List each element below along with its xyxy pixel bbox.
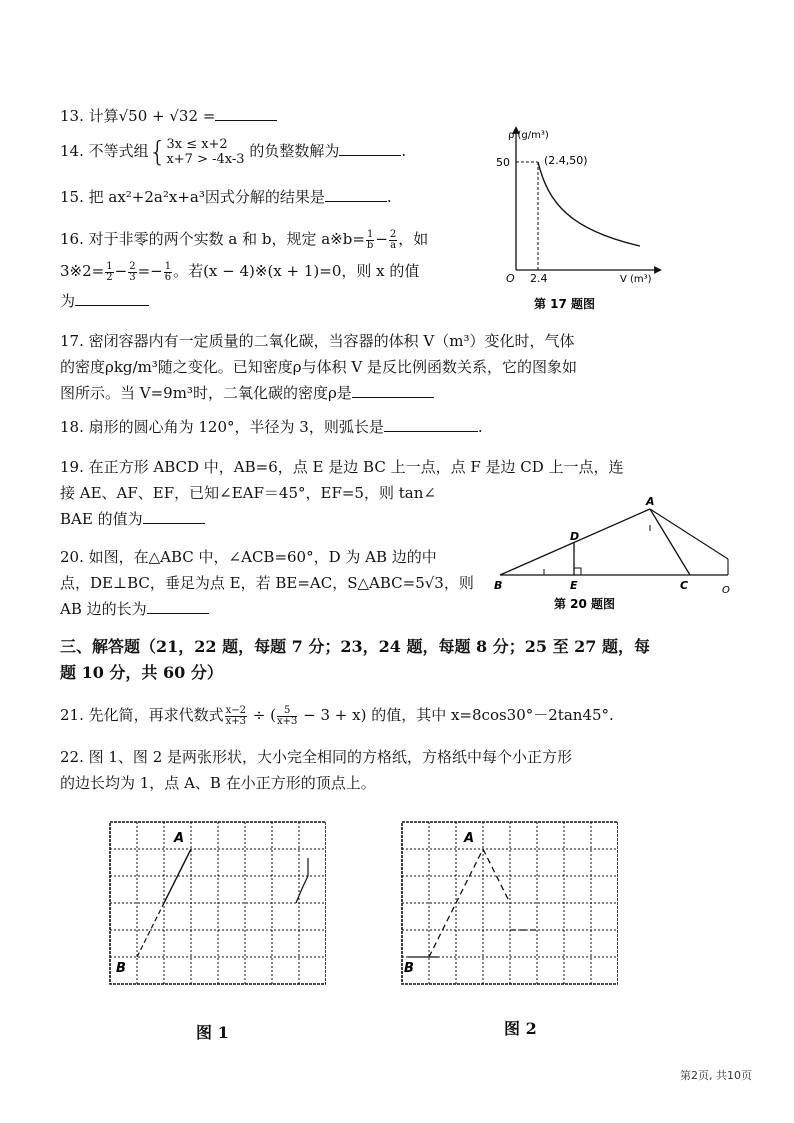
question-13: 13. 计算√50 + √32 = [60, 105, 277, 127]
fraction: $\frac{1}{6}$ [164, 260, 172, 283]
answer-blank [147, 599, 209, 614]
question-17-line2: 的密度ρkg/m³随之变化。已知密度ρ与体积 V 是反比例函数关系，它的图象如 [60, 358, 577, 376]
question-22-line1: 22. 图 1、图 2 是两张形状，大小完全相同的方格纸，方格纸中每个小正方形 [60, 748, 573, 766]
label-O: O [722, 585, 730, 596]
figure-2-caption: 图 2 [504, 1019, 537, 1038]
question-16-line2: 3※2= $\frac{1}{2}$ − $\frac{2}{3}$ =− $\frac{1}{6}$ 。若(x − 4)※(x + 1)=0，则 x 的值 [60, 260, 420, 283]
fraction: $\frac{1}{b}$ [366, 228, 374, 251]
label-B: B [404, 961, 414, 976]
label-A: A [646, 495, 655, 508]
question-14: 14. 不等式组{ 3x ≤ x+2 x+7 > -4x-3 的负整数解为 . [60, 135, 407, 168]
fraction: $\frac{x-2}{x+3}$ [225, 704, 247, 727]
answer-blank [215, 106, 277, 121]
question-21: 21. 先化简，再求代数式 $\frac{x-2}{x+3}$ ÷ ( $\frac{5}{x+3}$ − 3 + x) 的值，其中 x=8cos30°－2tan45°. [60, 704, 614, 727]
y-axis-label: ρ (g/m³) [508, 130, 549, 141]
answer-blank [75, 291, 149, 306]
question-19-line2: 接 AE、AF、EF，已知∠EAF＝45°，EF=5，则 tan∠ [60, 484, 436, 502]
answer-blank [384, 417, 478, 432]
fraction: $\frac{5}{x+3}$ [276, 704, 298, 727]
question-20-line2: 点，DE⊥BC，垂足为点 E，若 BE=AC，S△ABC=5√3，则 [60, 574, 474, 592]
answer-blank [352, 383, 434, 398]
fraction: $\frac{2}{a}$ [389, 228, 397, 251]
label-A: A [174, 831, 185, 846]
figure-caption: 第 20 题图 [554, 597, 616, 611]
question-19-line1: 19. 在正方形 ABCD 中，AB=6，点 E 是边 BC 上一点，点 F 是边 CD 上一点，连 [60, 458, 624, 476]
right-angle-mark [574, 568, 581, 575]
figure-17-graph [490, 118, 670, 318]
question-17-line3: 图所示。当 V=9m³时，二氧化碳的密度ρ是 [60, 382, 434, 404]
inequality-system: 3x ≤ x+2 x+7 > -4x-3 [166, 137, 245, 167]
figure-20-triangle [490, 495, 740, 615]
grid-lines [110, 822, 326, 984]
label-C: C [680, 579, 689, 592]
origin-label: O [506, 272, 515, 285]
question-20-line3: AB 边的长为 [60, 598, 209, 620]
fraction: $\frac{2}{3}$ [129, 260, 136, 283]
figure-1-caption: 图 1 [196, 1023, 229, 1042]
question-16-line3: 为 [60, 290, 149, 312]
question-19-line3: BAE 的值为 [60, 508, 205, 530]
question-15: 15. 把 ax²+2a²x+a³因式分解的结果是 . [60, 188, 392, 206]
sketch-mark [296, 858, 308, 903]
grid-figure-1 [106, 818, 326, 990]
inverse-proportion-curve [538, 162, 640, 246]
question-22-line2: 的边长均为 1，点 A、B 在小正方形的顶点上。 [60, 774, 376, 792]
section-3-heading-line1: 三、解答题（21，22 题，每题 7 分；23，24 题，每题 8 分；25 至 27 题，每 [60, 637, 650, 656]
question-17-line1: 17. 密闭容器内有一定质量的二氧化碳，当容器的体积 V（m³）变化时，气体 [60, 332, 575, 350]
point-label: (2.4,50) [544, 154, 588, 167]
label-B: B [494, 579, 503, 592]
label-A: A [464, 831, 475, 846]
answer-blank [143, 509, 205, 524]
section-3-heading-line2: 题 10 分，共 60 分） [60, 663, 223, 682]
label-D: D [570, 530, 580, 543]
question-20-line1: 20. 如图，在△ABC 中，∠ACB=60°，D 为 AB 边的中 [60, 548, 437, 566]
answer-blank [325, 187, 387, 202]
segment-AC [650, 509, 690, 575]
y-tick-label: 50 [496, 156, 510, 169]
figure-caption: 第 17 题图 [534, 297, 596, 311]
question-18: 18. 扇形的圆心角为 120°，半径为 3，则弧长是 . [60, 418, 483, 436]
page-number: 第2页, 共10页 [680, 1069, 752, 1082]
grid-figure-2 [398, 818, 618, 990]
label-B: B [116, 961, 126, 976]
label-E: E [570, 579, 578, 592]
fraction: $\frac{1}{2}$ [106, 260, 113, 283]
question-16-line1: 16. 对于非零的两个实数 a 和 b，规定 a※b= $\frac{1}{b}$ − $\frac{2}{a}$ ，如 [60, 228, 429, 251]
answer-blank [339, 141, 401, 156]
x-axis-label: V (m³) [620, 274, 652, 285]
segment-A-right [650, 509, 728, 559]
x-tick-label: 2.4 [530, 272, 548, 285]
brace-symbol: { [148, 135, 167, 168]
